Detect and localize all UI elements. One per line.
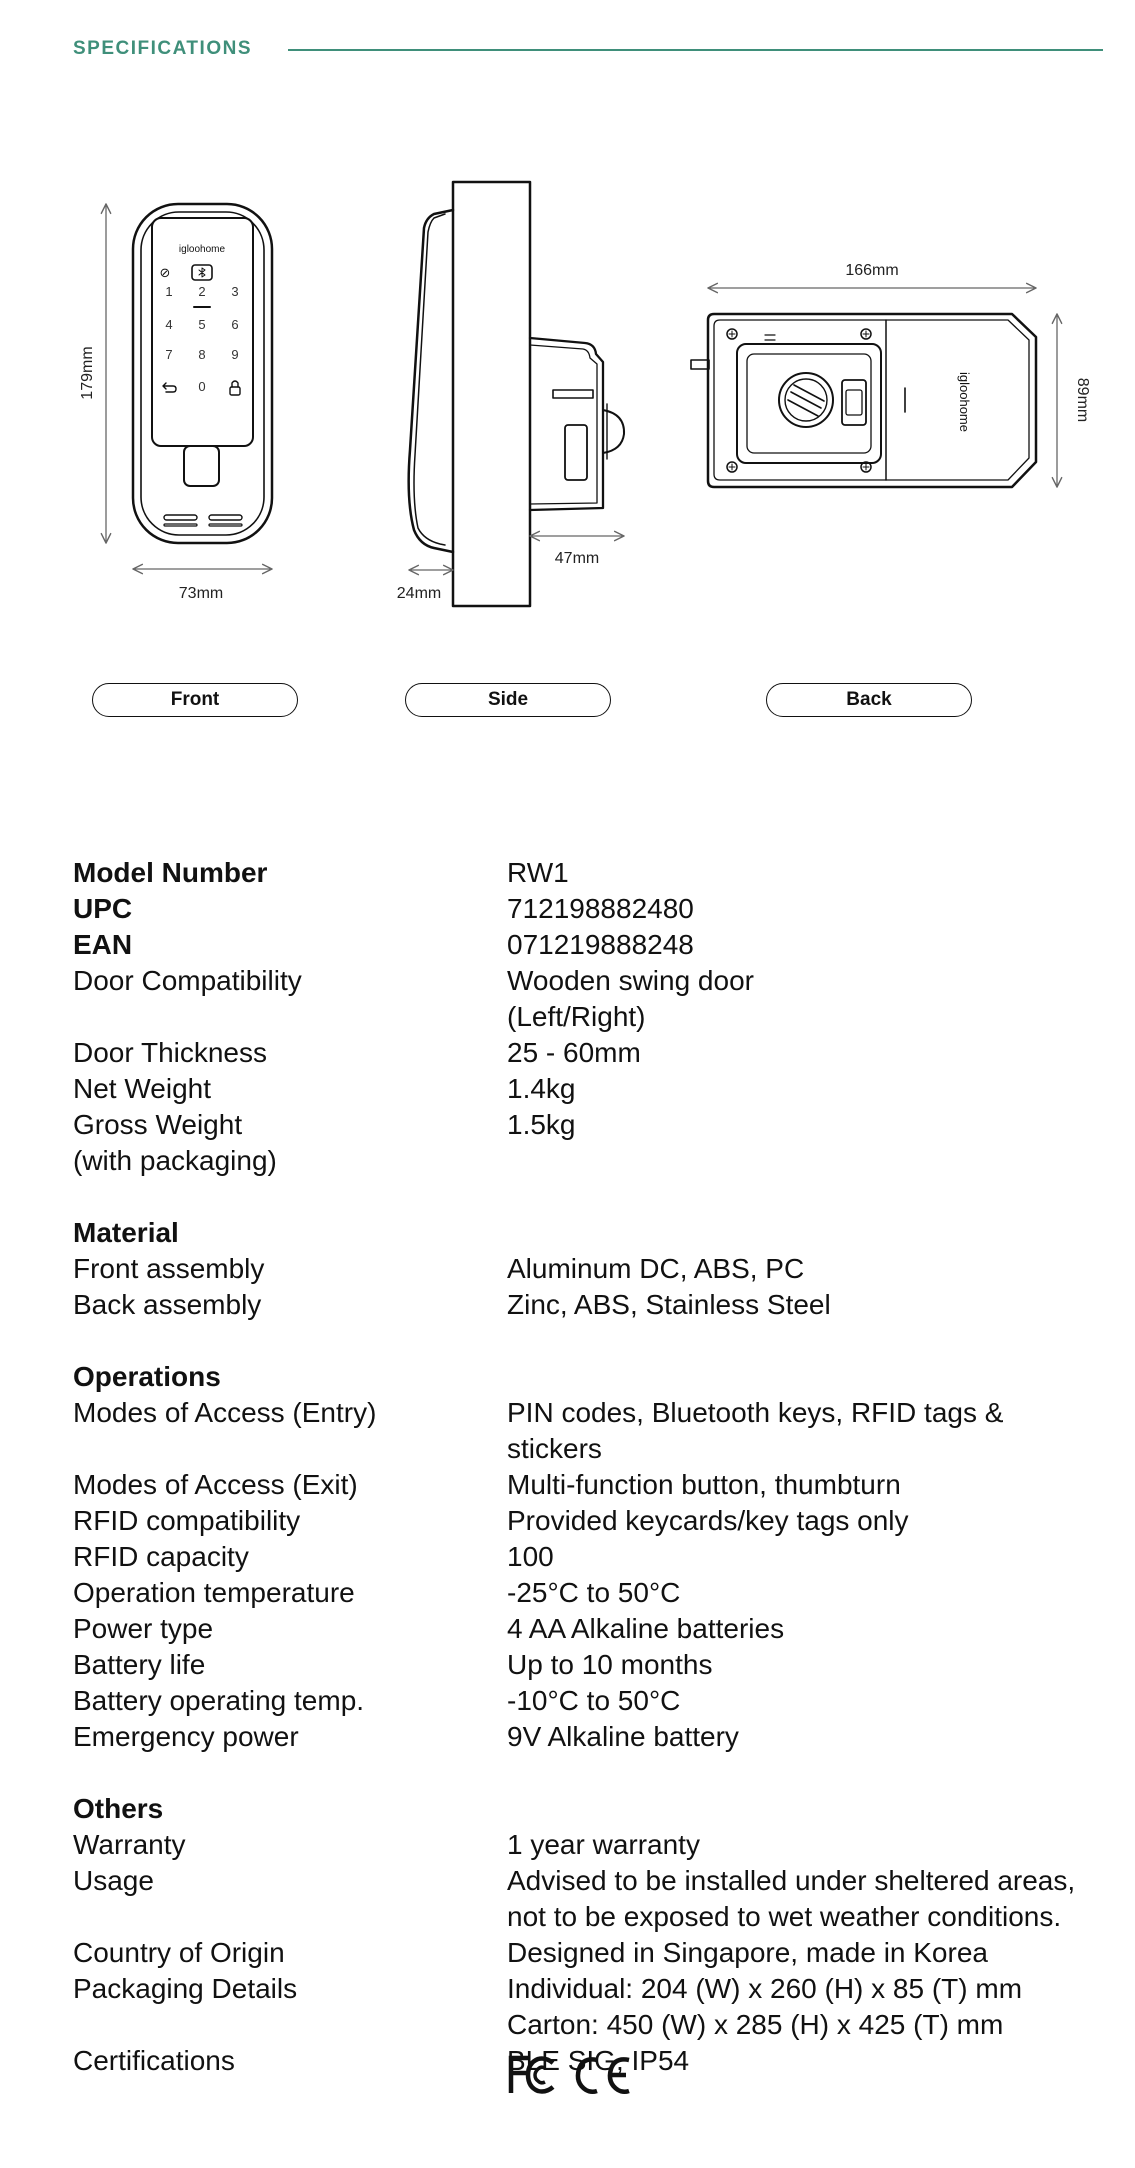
no-entry-icon: ⊘ xyxy=(159,266,171,281)
spec-value: 712198882480 xyxy=(507,893,694,924)
spec-value: -10°C to 50°C xyxy=(507,1685,681,1716)
spec-label: Emergency power xyxy=(73,1721,299,1752)
dim-side-front: 24mm xyxy=(396,585,442,602)
spec-row xyxy=(73,1611,1103,1647)
section-heading-operations: Operations xyxy=(73,1361,221,1392)
spec-label: RFID compatibility xyxy=(73,1505,301,1536)
dim-side-back: 47mm xyxy=(554,550,600,567)
spec-label-line: Gross Weight xyxy=(73,1109,243,1140)
spec-value: 1.5kg xyxy=(507,1109,576,1140)
spec-value: 9V Alkaline battery xyxy=(507,1721,739,1752)
spec-row xyxy=(73,1035,1103,1071)
side-view-drawing xyxy=(409,182,624,606)
spec-label-line: (with packaging) xyxy=(73,1145,277,1176)
spec-value-line: Wooden swing door xyxy=(507,965,754,996)
spec-label: Packaging Details xyxy=(73,1973,298,2004)
spec-row xyxy=(73,1071,1103,1107)
spec-label xyxy=(73,1107,507,1179)
spec-row xyxy=(73,963,1103,1035)
spec-row xyxy=(73,1863,1103,1935)
spec-value: 1 year warranty xyxy=(507,1829,700,1860)
spec-label: Front assembly xyxy=(73,1253,265,1284)
spec-row xyxy=(73,1827,1103,1863)
spec-value: Up to 10 months xyxy=(507,1649,713,1680)
spec-row xyxy=(73,1539,1103,1575)
keypad-key: 4 xyxy=(165,317,173,332)
lock-icon xyxy=(230,387,240,395)
spec-label: Operation temperature xyxy=(73,1577,355,1608)
brand-logo-back: igloohome xyxy=(957,372,972,432)
spec-label: Model Number xyxy=(73,857,268,888)
spec-row xyxy=(73,927,1103,963)
spec-label: UPC xyxy=(73,893,133,924)
spec-value-line: Carton: 450 (W) x 285 (H) x 425 (T) mm xyxy=(507,2009,1004,2040)
keypad-key: 2 xyxy=(198,284,206,299)
spec-label: Country of Origin xyxy=(73,1937,285,1968)
spec-value: -25°C to 50°C xyxy=(507,1577,681,1608)
spec-row xyxy=(73,1647,1103,1683)
spec-label: Back assembly xyxy=(73,1289,262,1320)
spec-label: Power type xyxy=(73,1613,214,1644)
spec-value: RW1 xyxy=(507,857,569,888)
spec-label: Modes of Access (Exit) xyxy=(73,1469,358,1500)
spec-row xyxy=(73,1575,1103,1611)
door-section xyxy=(453,182,530,606)
spec-value xyxy=(507,1971,1103,2043)
keypad-key: 6 xyxy=(231,317,239,332)
section-heading-material: Material xyxy=(73,1217,179,1248)
spec-row xyxy=(73,1935,1103,1971)
back-view-drawing xyxy=(691,314,1036,487)
spec-label: Battery life xyxy=(73,1649,206,1680)
front-view-label: Front xyxy=(92,683,298,717)
keypad-key: 1 xyxy=(165,284,173,299)
spec-row xyxy=(73,1719,1103,1755)
product-drawings xyxy=(0,0,1135,640)
spec-label: Modes of Access (Entry) xyxy=(73,1397,377,1428)
spec-label: Battery operating temp. xyxy=(73,1685,365,1716)
keypad-key: 0 xyxy=(198,379,206,394)
back-arrow-icon xyxy=(163,383,176,392)
brand-logo: igloohome xyxy=(178,244,226,255)
dim-back-width: 166mm xyxy=(845,262,899,279)
spec-value: 100 xyxy=(507,1541,554,1572)
section-heading-others: Others xyxy=(73,1793,164,1824)
fcc-logo xyxy=(511,2058,553,2093)
spec-label: Door Thickness xyxy=(73,1037,268,1068)
spec-value-line: Individual: 204 (W) x 260 (H) x 85 (T) mm xyxy=(507,1973,1023,2004)
dim-front-height: 179mm xyxy=(79,346,96,400)
spec-value: Aluminum DC, ABS, PC xyxy=(507,1253,805,1284)
spec-value: 25 - 60mm xyxy=(507,1037,641,1068)
spec-label: RFID capacity xyxy=(73,1541,249,1572)
spec-row xyxy=(73,1971,1103,2043)
back-view-label: Back xyxy=(766,683,972,717)
spec-value: BLE SIG, IP54 xyxy=(507,2045,690,2076)
side-view-label: Side xyxy=(405,683,611,717)
dim-back-height: 89mm xyxy=(1074,377,1091,423)
spec-value: PIN codes, Bluetooth keys, RFID tags & stickers xyxy=(507,1397,1004,1464)
keypad-key: 9 xyxy=(231,347,239,362)
spec-value: 4 AA Alkaline batteries xyxy=(507,1613,785,1644)
keypad-key: 8 xyxy=(198,347,206,362)
spec-label: Certifications xyxy=(73,2045,235,2076)
spec-value: Designed in Singapore, made in Korea xyxy=(507,1937,988,1968)
spec-row xyxy=(73,1683,1103,1719)
spec-value-line: (Left/Right) xyxy=(507,1001,646,1032)
spec-label: Usage xyxy=(73,1865,154,1896)
spec-row xyxy=(73,1107,1103,1179)
section-title: SPECIFICATIONS xyxy=(73,38,252,59)
spec-value xyxy=(507,1863,1103,1935)
front-view-drawing xyxy=(133,204,272,543)
spec-table xyxy=(73,855,1103,2079)
spec-value: Provided keycards/key tags only xyxy=(507,1505,909,1536)
spec-row xyxy=(73,1395,1103,1467)
spec-label: Net Weight xyxy=(73,1073,211,1104)
spec-label: Door Compatibility xyxy=(73,965,302,996)
spec-value: Zinc, ABS, Stainless Steel xyxy=(507,1289,831,1320)
spec-row xyxy=(73,1287,1103,1323)
spec-label: Warranty xyxy=(73,1829,186,1860)
spec-value: Multi-function button, thumbturn xyxy=(507,1469,901,1500)
spec-value: 071219888248 xyxy=(507,929,694,960)
spec-row xyxy=(73,1503,1103,1539)
spec-row xyxy=(73,1467,1103,1503)
spec-row xyxy=(73,1251,1103,1287)
keypad-key: 3 xyxy=(231,284,239,299)
ce-logo xyxy=(578,2059,629,2091)
spec-row xyxy=(73,891,1103,927)
spec-value: 1.4kg xyxy=(507,1073,576,1104)
fingerprint-button xyxy=(184,446,219,486)
spec-row xyxy=(73,855,1103,891)
spec-value-line: not to be exposed to wet weather conditions. xyxy=(507,1901,1062,1932)
keypad-key: 5 xyxy=(198,317,206,332)
spec-label: EAN xyxy=(73,929,133,960)
certification-logos xyxy=(508,2053,638,2097)
keypad-key: 7 xyxy=(165,347,173,362)
spec-value-line: Advised to be installed under sheltered areas, xyxy=(507,1865,1076,1896)
dim-front-width: 73mm xyxy=(178,585,224,602)
spec-value xyxy=(507,963,1103,1035)
